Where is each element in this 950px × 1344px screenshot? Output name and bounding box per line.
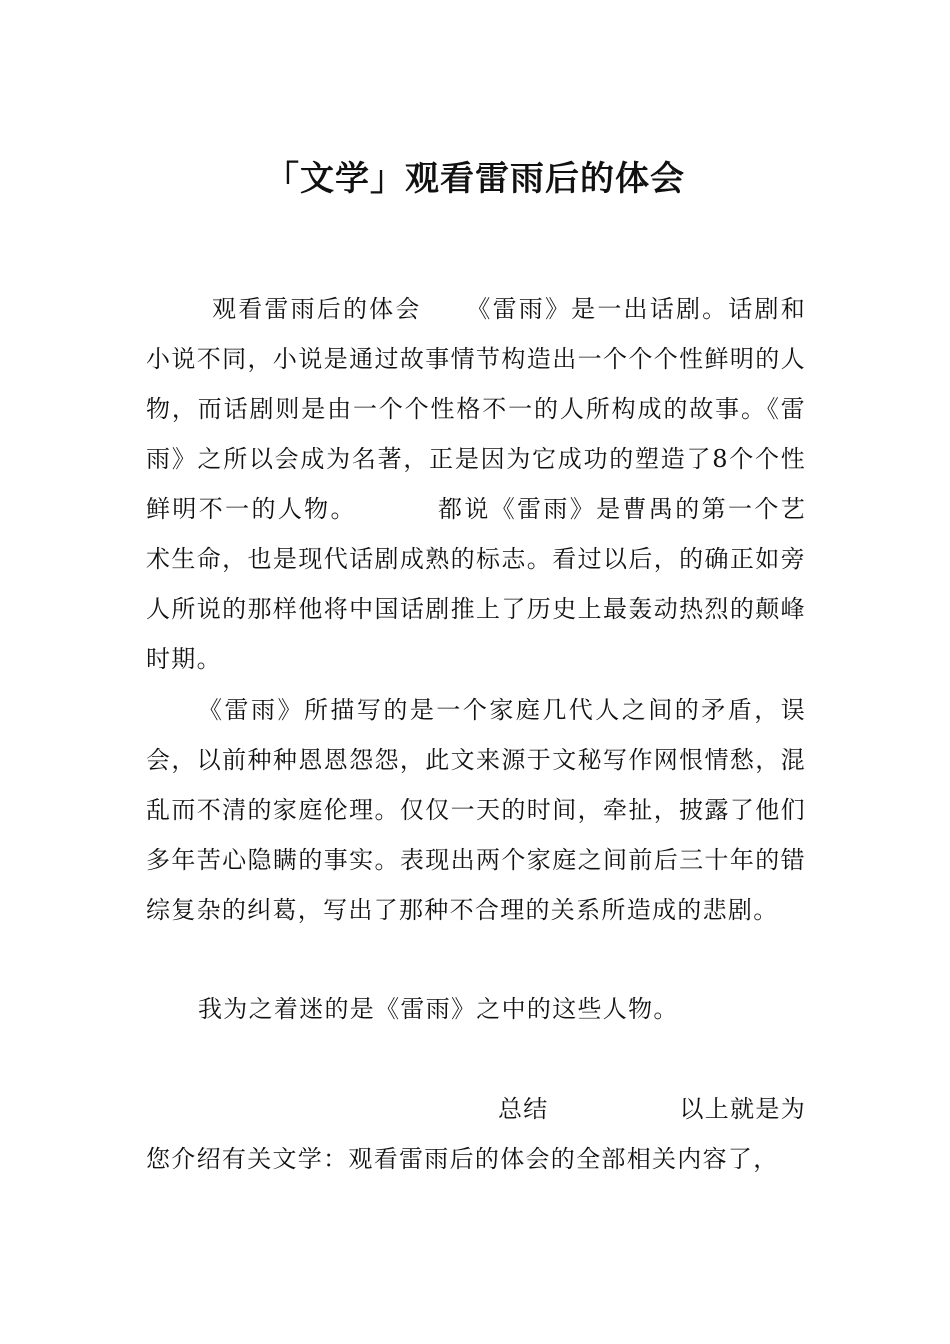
paragraph-2: 《雷雨》所描写的是一个家庭几代人之间的矛盾，误会，以前种种恩恩怨怨，此文来源于文秘写作网恨情愁，混乱而不清的家庭伦理。仅仅一天的时间，牵扯，披露了他们多年苦心隐瞒的事实。表现出两个家庭之间前后三十年的错综复杂的纠葛，写出了那种不合理的关系所造成的悲剧。 [146, 696, 806, 924]
paragraph-1 [146, 284, 806, 684]
paragraph-1-continuation: 都说《雷雨》是曹禺的第一个艺术生命，也是现代话剧成熟的标志。看过以后，的确正如旁人所说的那样他将中国话剧推上了历史上最轰动热烈的颠峰时期。 [146, 495, 806, 673]
summary-paragraph [146, 1084, 806, 1184]
document-title: 「文学」观看雷雨后的体会 [265, 159, 685, 199]
summary-lead-text: 以上就是为 [679, 1095, 806, 1123]
summary-text: 您介绍有关文学：观看雷雨后的体会的全部相关内容了， [146, 1145, 779, 1173]
summary-row [146, 1084, 806, 1134]
paragraph-1-heading: 观看雷雨后的体会 [212, 295, 422, 323]
paragraph-1-text: 《雷雨》是一出话剧。话剧和小说不同，小说是通过故事情节构造出一个个个性鲜明的人物，而话剧则是由一个个性格不一的人所构成的故事。《雷雨》之所以会成为名著，正是因为它成功的塑造了8个个性鲜明不一的人物。 [146, 295, 806, 523]
summary-label: 总结 [498, 1095, 549, 1123]
paragraph-3: 我为之着迷的是《雷雨》之中的这些人物。 [198, 995, 679, 1023]
